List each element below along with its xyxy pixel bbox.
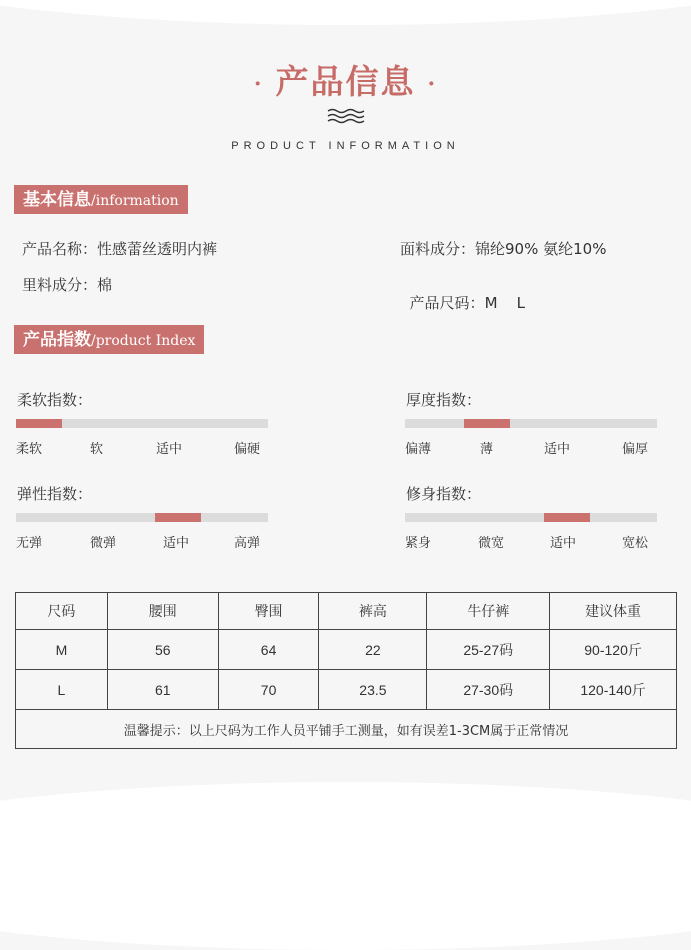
metric-bar-fill bbox=[155, 513, 201, 522]
scale-label: 高弹 bbox=[234, 536, 261, 551]
section-tag-en: /product Index bbox=[91, 333, 196, 349]
table-cell: 70 bbox=[218, 670, 319, 710]
metric-scale-thickness bbox=[405, 438, 657, 456]
scale-label: 偏厚 bbox=[622, 442, 649, 457]
section-tag-product-index bbox=[14, 325, 204, 354]
info-label: 面料成分： bbox=[400, 240, 476, 258]
table-cell: 23.5 bbox=[319, 670, 427, 710]
page-title bbox=[0, 56, 691, 103]
table-cell: 56 bbox=[107, 630, 218, 670]
info-label: 产品名称： bbox=[22, 240, 98, 258]
table-cell: 25-27码 bbox=[427, 630, 550, 670]
metric-bar-fill bbox=[464, 419, 510, 428]
scale-label: 适中 bbox=[550, 536, 577, 551]
info-size bbox=[400, 274, 525, 313]
page-subtitle: PRODUCT INFORMATION bbox=[231, 140, 460, 152]
metric-bar-softness bbox=[16, 419, 268, 428]
page-title-text: 产品信息 bbox=[275, 62, 416, 101]
metric-bar-fill bbox=[16, 419, 62, 428]
info-fabric bbox=[400, 238, 606, 259]
title-dot-right: · bbox=[427, 71, 438, 97]
metric-bar-fit bbox=[405, 513, 657, 522]
table-cell: 120-140斤 bbox=[550, 670, 677, 710]
scale-label: 偏硬 bbox=[234, 442, 261, 457]
table-header-cell: 尺码 bbox=[16, 593, 108, 630]
metric-label-softness: 柔软指数： bbox=[17, 391, 93, 409]
scale-label: 适中 bbox=[156, 442, 183, 457]
metric-scale-fit bbox=[405, 532, 657, 550]
bottom-arc-decoration bbox=[0, 782, 691, 950]
info-label: 里料成分： bbox=[22, 276, 98, 294]
scale-label: 紧身 bbox=[405, 536, 432, 551]
table-header-cell: 建议体重 bbox=[550, 593, 677, 630]
table-cell: 90-120斤 bbox=[550, 630, 677, 670]
scale-label: 适中 bbox=[544, 442, 571, 457]
info-value: 性感蕾丝透明内裤 bbox=[97, 240, 218, 258]
table-cell: 61 bbox=[107, 670, 218, 710]
section-tag-basic-info bbox=[14, 185, 188, 214]
table-note-row bbox=[16, 710, 677, 749]
wave-divider-icon bbox=[327, 108, 365, 124]
table-header-cell: 牛仔裤 bbox=[427, 593, 550, 630]
metric-label-thickness: 厚度指数： bbox=[406, 391, 482, 409]
table-cell: 22 bbox=[319, 630, 427, 670]
section-tag-zh: 产品指数 bbox=[23, 330, 91, 350]
info-product-name bbox=[22, 238, 217, 259]
metric-bar-elasticity bbox=[16, 513, 268, 522]
metric-bar-fill bbox=[544, 513, 590, 522]
size-table bbox=[15, 592, 677, 749]
scale-label: 无弹 bbox=[16, 536, 43, 551]
scale-label: 柔软 bbox=[16, 442, 43, 457]
section-tag-en: /information bbox=[91, 193, 179, 209]
info-value: 锦纶90% 氨纶10% bbox=[475, 240, 607, 258]
info-lining bbox=[22, 274, 112, 295]
scale-label: 微弹 bbox=[90, 536, 117, 551]
metric-label-fit: 修身指数： bbox=[406, 485, 482, 503]
table-cell: 27-30码 bbox=[427, 670, 550, 710]
table-row bbox=[16, 670, 677, 710]
table-row bbox=[16, 630, 677, 670]
scale-label: 薄 bbox=[480, 442, 494, 457]
table-header-row bbox=[16, 593, 677, 630]
scale-label: 宽松 bbox=[622, 536, 649, 551]
table-cell: 64 bbox=[218, 630, 319, 670]
metric-scale-softness bbox=[16, 438, 268, 456]
scale-label: 软 bbox=[90, 442, 104, 457]
scale-label: 适中 bbox=[163, 536, 190, 551]
metric-scale-elasticity bbox=[16, 532, 268, 550]
info-value: M L bbox=[484, 294, 525, 312]
section-tag-zh: 基本信息 bbox=[23, 190, 91, 210]
scale-label: 微宽 bbox=[478, 536, 505, 551]
table-cell: L bbox=[16, 670, 108, 710]
scale-label: 偏薄 bbox=[405, 442, 432, 457]
table-cell: M bbox=[16, 630, 108, 670]
table-header-cell: 腰围 bbox=[107, 593, 218, 630]
metric-label-elasticity: 弹性指数： bbox=[17, 485, 93, 503]
table-note: 温馨提示：以上尺码为工作人员平铺手工测量，如有误差1-3CM属于正常情况 bbox=[16, 710, 677, 749]
title-dot-left: · bbox=[253, 71, 264, 97]
table-header-cell: 裤高 bbox=[319, 593, 427, 630]
metric-bar-thickness bbox=[405, 419, 657, 428]
info-value: 棉 bbox=[97, 276, 113, 294]
info-label: 产品尺码： bbox=[409, 294, 485, 312]
top-arc-decoration bbox=[0, 0, 691, 25]
table-header-cell: 臀围 bbox=[218, 593, 319, 630]
